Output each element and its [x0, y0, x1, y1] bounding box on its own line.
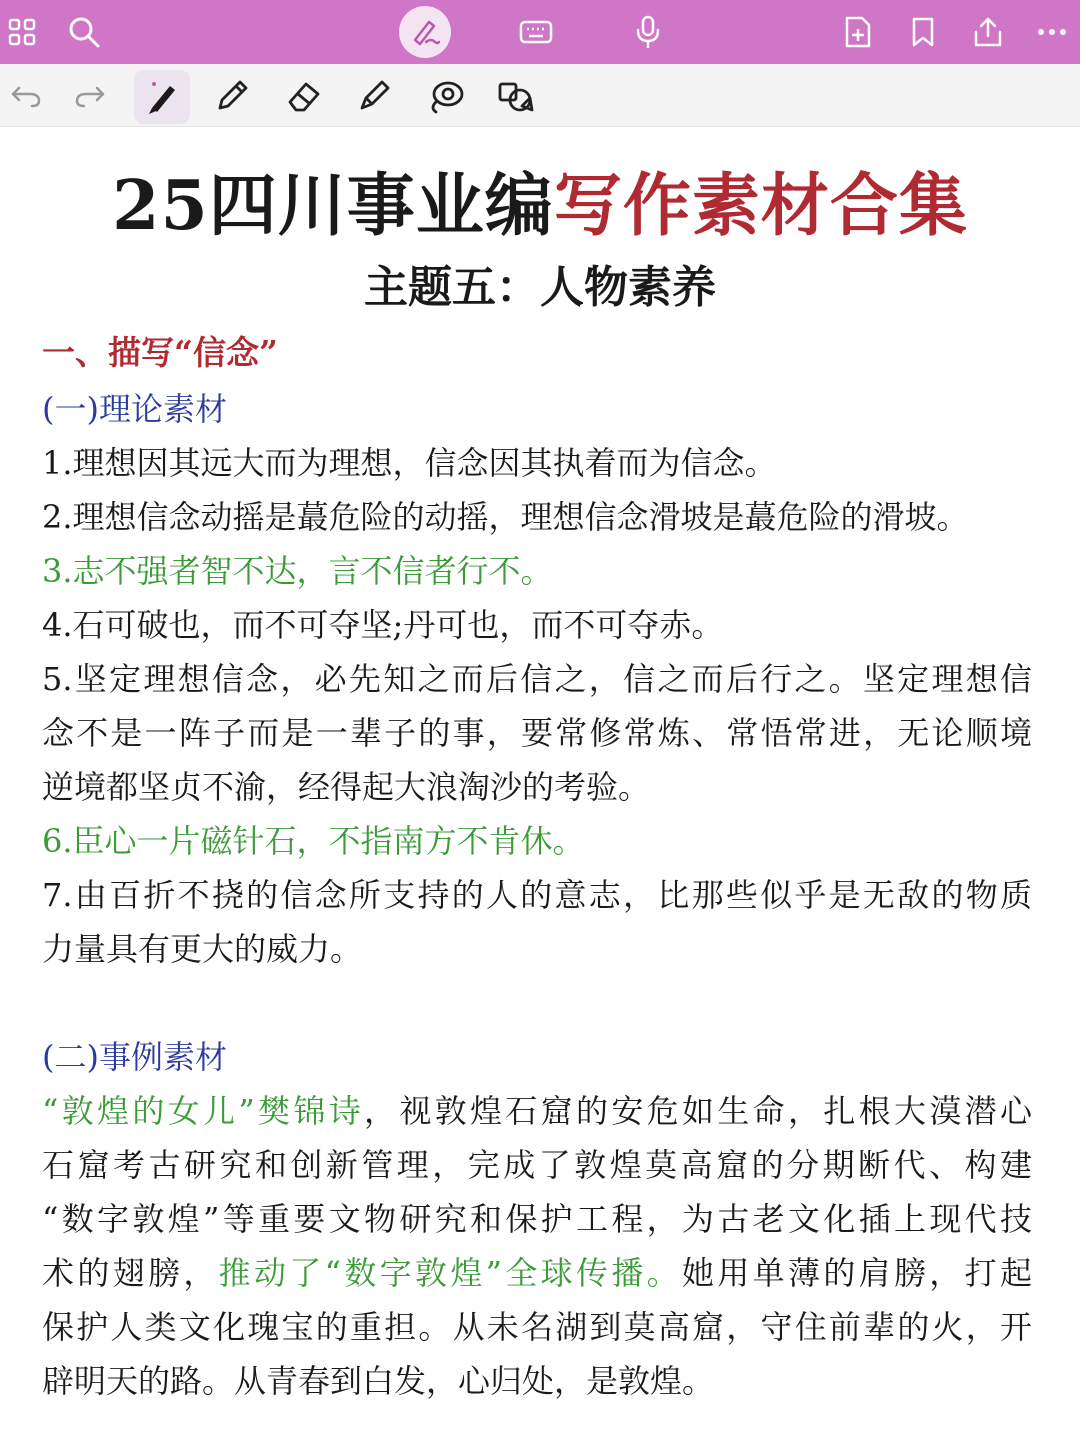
- page-title: [0, 166, 1080, 246]
- bookmark-icon[interactable]: [903, 12, 943, 52]
- add-page-icon[interactable]: [838, 12, 878, 52]
- microphone-icon[interactable]: [628, 12, 668, 52]
- grid-icon[interactable]: [2, 12, 42, 52]
- list-item-continued: 逆境都坚贞不渝，经得起大浪淘沙的考验。: [42, 768, 651, 806]
- pen-mode-button[interactable]: [399, 6, 451, 58]
- fountain-pen-tool[interactable]: [134, 70, 190, 124]
- pen-icon: [409, 16, 441, 48]
- case-paragraph-line: [42, 1246, 1032, 1300]
- more-icon[interactable]: [1032, 12, 1072, 52]
- page-subtitle: 主题五：人物素养: [364, 262, 716, 313]
- list-item-continued: 念不是一阵子而是一辈子的事，要常修常炼、常悟常进，无论顺境: [42, 714, 1032, 752]
- keyboard-icon[interactable]: [516, 12, 556, 52]
- list-item-continued: 力量具有更大的威力。: [42, 930, 363, 968]
- list-item: 5.坚定理想信念，必先知之而后信之，信之而后行之。坚定理想信: [42, 660, 1032, 698]
- highlight-text: “敦煌的女儿”樊锦诗: [42, 1092, 365, 1130]
- undo-icon[interactable]: [6, 76, 46, 116]
- highlighter-icon[interactable]: [354, 76, 394, 120]
- share-icon[interactable]: [968, 12, 1008, 52]
- top-app-bar: [0, 0, 1080, 64]
- fountain-pen-icon: [144, 78, 180, 116]
- case-text: 她用单薄的肩膀，打起: [682, 1254, 1032, 1292]
- highlight-text: 推动了“数字敦煌”全球传播。: [218, 1254, 682, 1292]
- title-black: 25四川事业编: [112, 166, 554, 246]
- list-item: 6.臣心一片磁针石，不指南方不肯休。: [42, 822, 585, 860]
- eraser-icon[interactable]: [284, 76, 324, 120]
- subsection-heading: (二)事例素材: [42, 1038, 227, 1076]
- search-icon[interactable]: [64, 12, 104, 52]
- list-item: 3.志不强者智不达，言不信者行不。: [42, 552, 553, 590]
- pencil-icon[interactable]: [212, 76, 252, 120]
- subsection-heading: (一)理论素材: [42, 390, 227, 428]
- title-red: 写作素材合集: [553, 166, 968, 246]
- list-item: 2.理想信念动摇是蕞危险的动摇，理想信念滑坡是蕞危险的滑坡。: [42, 498, 969, 536]
- case-paragraph-line: 辟明天的路。从青春到白发，心归处，是敦煌。: [42, 1362, 715, 1400]
- case-paragraph-line: [42, 1084, 1032, 1138]
- list-item: 1.理想因其远大而为理想，信念因其执着而为信念。: [42, 444, 777, 482]
- lasso-icon[interactable]: [426, 76, 466, 120]
- shapes-icon[interactable]: [496, 76, 536, 120]
- case-paragraph-line: 保护人类文化瑰宝的重担。从未名湖到莫高窟，守住前辈的火，开: [42, 1308, 1032, 1346]
- case-paragraph-line: 石窟考古研究和创新管理，完成了敦煌莫高窟的分期断代、构建: [42, 1146, 1032, 1184]
- list-item: 7.由百折不挠的信念所支持的人的意志，比那些似乎是无敌的物质: [42, 876, 1032, 914]
- case-text: ，视敦煌石窟的安危如生命，扎根大漠潜心: [364, 1092, 1032, 1130]
- list-item: 4.石可破也，而不可夺坚;丹可也，而不可夺赤。: [42, 606, 724, 644]
- redo-icon[interactable]: [70, 76, 110, 116]
- case-text: 术的翅膀，: [42, 1254, 219, 1292]
- section-heading: 一、描写“信念”: [42, 333, 278, 372]
- case-paragraph-line: “数字敦煌”等重要文物研究和保护工程，为古老文化插上现代技: [42, 1200, 1032, 1238]
